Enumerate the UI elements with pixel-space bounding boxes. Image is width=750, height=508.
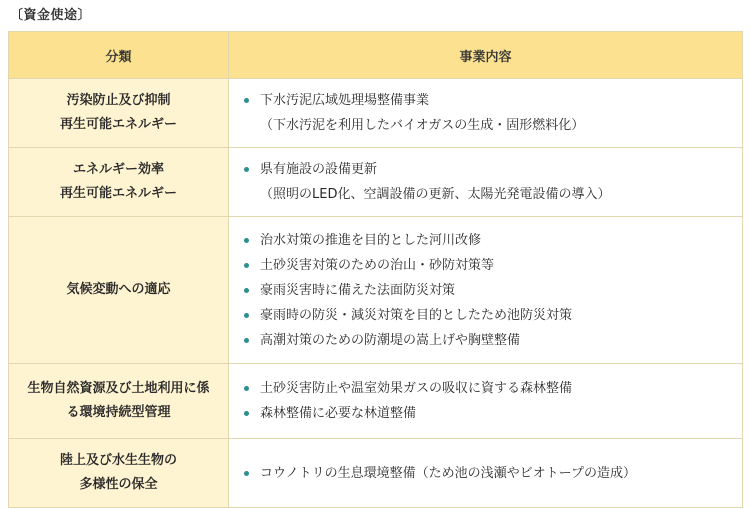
category-cell bbox=[9, 217, 229, 364]
list-item bbox=[243, 376, 732, 401]
bullet-icon bbox=[244, 411, 249, 416]
list-item bbox=[243, 157, 732, 207]
content-cell bbox=[229, 364, 743, 439]
bullet-icon bbox=[244, 263, 249, 268]
bullet-icon bbox=[244, 167, 249, 172]
item-text: 森林整備に必要な林道整備 bbox=[260, 406, 417, 421]
category-line: 生物自然資源及び土地利用に係 bbox=[27, 381, 210, 396]
category-cell bbox=[9, 148, 229, 217]
header-content: 事業内容 bbox=[229, 32, 743, 79]
category-line: る環境持続型管理 bbox=[66, 405, 171, 420]
list-item bbox=[243, 228, 732, 253]
item-text: 豪雨時の防災・減災対策を目的としたため池防災対策 bbox=[260, 307, 573, 323]
item-list bbox=[243, 88, 732, 138]
item-subtext: （照明のLED化、空調設備の更新、太陽光発電設備の導入） bbox=[260, 187, 611, 202]
table-row bbox=[9, 217, 743, 364]
item-list bbox=[243, 461, 732, 486]
item-text: コウノトリの生息環境整備（ため池の浅瀬やビオトープの造成） bbox=[260, 465, 636, 481]
list-item bbox=[243, 401, 732, 426]
list-item bbox=[243, 278, 732, 303]
content-cell bbox=[229, 217, 743, 364]
section-heading: 〔資金使途〕 bbox=[10, 8, 92, 23]
item-text: 県有施設の設備更新 bbox=[260, 162, 378, 177]
bullet-icon bbox=[244, 98, 249, 103]
list-item bbox=[243, 328, 732, 353]
header-category: 分類 bbox=[9, 32, 229, 79]
item-text: 下水汚泥広域処理場整備事業 bbox=[260, 93, 430, 108]
content-cell bbox=[229, 79, 743, 148]
category-line: 陸上及び水生生物の bbox=[59, 453, 177, 468]
category-line: 再生可能エネルギー bbox=[59, 117, 177, 132]
category-cell bbox=[9, 439, 229, 508]
bullet-icon bbox=[244, 238, 249, 243]
table-row bbox=[9, 79, 743, 148]
item-list bbox=[243, 157, 732, 207]
item-text: 豪雨災害時に備えた法面防災対策 bbox=[260, 282, 456, 298]
bullet-icon bbox=[244, 288, 249, 293]
item-list bbox=[243, 228, 732, 353]
category-cell bbox=[9, 79, 229, 148]
table-row bbox=[9, 439, 743, 508]
bullet-icon bbox=[244, 313, 249, 318]
list-item bbox=[243, 461, 732, 486]
category-line: 汚染防止及び抑制 bbox=[66, 93, 171, 108]
content-cell bbox=[229, 439, 743, 508]
category-line: 気候変動への適応 bbox=[66, 282, 171, 297]
table-header-row bbox=[9, 32, 743, 79]
bullet-icon bbox=[244, 338, 249, 343]
bullet-icon bbox=[244, 386, 249, 391]
table-row bbox=[9, 148, 743, 217]
item-list bbox=[243, 376, 732, 426]
category-line: 再生可能エネルギー bbox=[59, 186, 177, 201]
item-text: 高潮対策のための防潮堤の嵩上げや胸壁整備 bbox=[260, 332, 521, 348]
item-text: 治水対策の推進を目的とした河川改修 bbox=[260, 232, 482, 248]
category-cell bbox=[9, 364, 229, 439]
list-item bbox=[243, 88, 732, 138]
table-row bbox=[9, 364, 743, 439]
item-text: 土砂災害対策のための治山・砂防対策等 bbox=[260, 257, 495, 273]
content-cell bbox=[229, 148, 743, 217]
list-item bbox=[243, 253, 732, 278]
funding-use-table bbox=[8, 31, 743, 508]
item-subtext: （下水汚泥を利用したバイオガスの生成・固形燃料化） bbox=[260, 118, 585, 133]
category-line: エネルギー効率 bbox=[72, 162, 164, 177]
category-line: 多様性の保全 bbox=[79, 477, 158, 492]
list-item bbox=[243, 303, 732, 328]
bullet-icon bbox=[244, 471, 249, 476]
item-text: 土砂災害防止や温室効果ガスの吸収に資する森林整備 bbox=[260, 381, 573, 396]
